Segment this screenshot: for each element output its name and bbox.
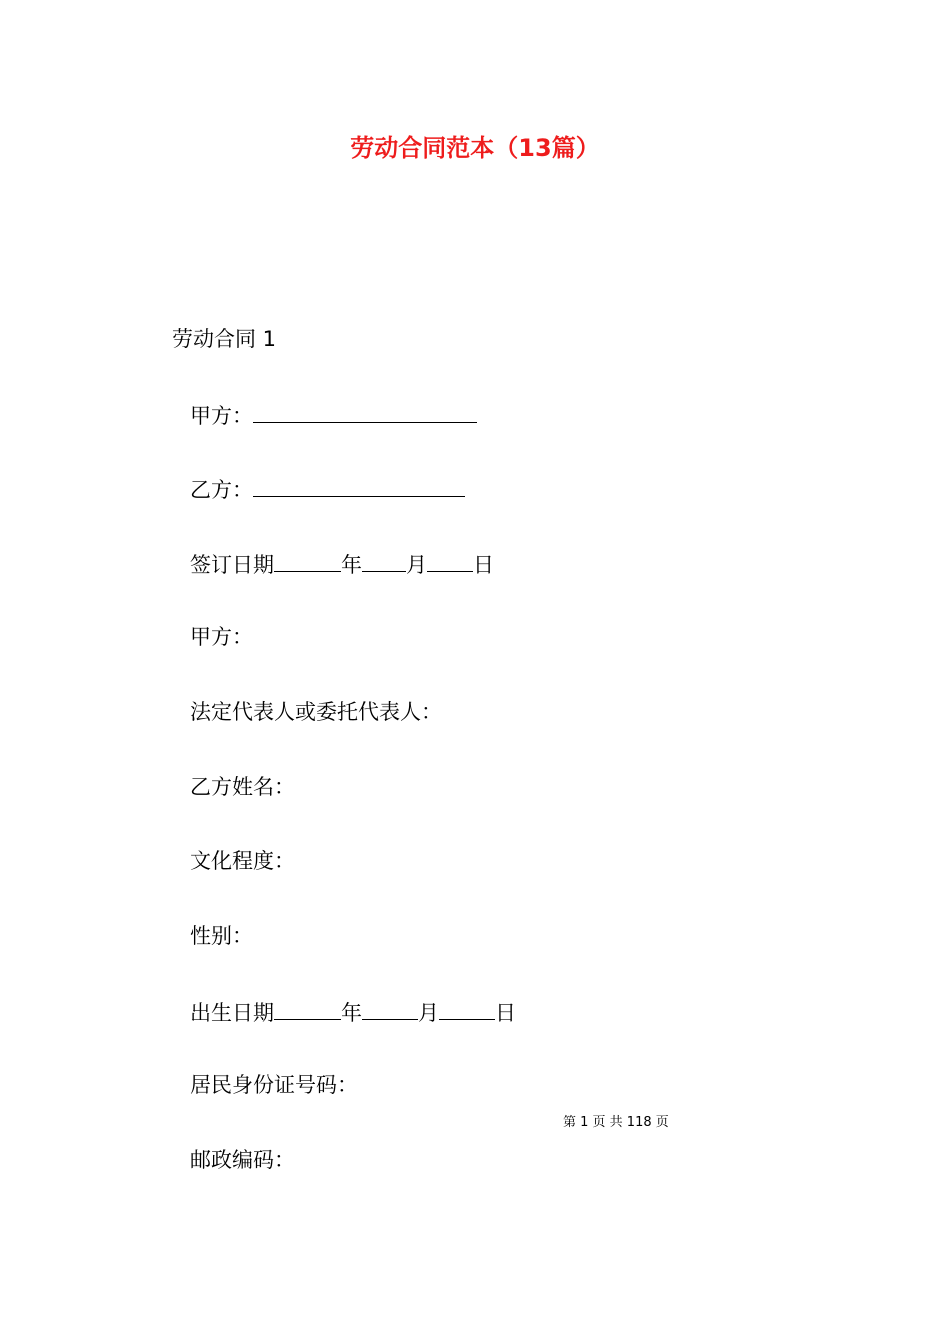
party-a-label: 甲方： <box>190 404 253 428</box>
sign-date-month-label: 月 <box>406 553 427 577</box>
birth-date-line <box>190 997 516 1027</box>
birth-date-month-label: 月 <box>418 1001 439 1025</box>
sign-date-day-blank <box>427 549 473 572</box>
sign-date-month-blank <box>362 549 406 572</box>
postal-code-label: 邮政编码： <box>190 1148 295 1172</box>
page-footer: 第 1 页 共 118 页 <box>563 1115 669 1130</box>
party-a-2-line <box>190 623 253 651</box>
sign-date-line <box>190 549 494 579</box>
education-line <box>190 847 295 875</box>
sign-date-year-blank <box>274 549 341 572</box>
gender-line <box>190 922 253 950</box>
party-b-label: 乙方： <box>190 478 253 502</box>
party-a-blank <box>253 400 477 423</box>
gender-label: 性别： <box>190 924 253 948</box>
birth-date-month-blank <box>362 997 418 1020</box>
party-a-line <box>190 400 477 430</box>
legal-rep-label: 法定代表人或委托代表人： <box>190 700 442 724</box>
sign-date-label: 签订日期 <box>190 553 274 577</box>
sign-date-year-label: 年 <box>341 553 362 577</box>
party-a-2-label: 甲方： <box>190 625 253 649</box>
section-heading: 劳动合同 1 <box>172 327 277 351</box>
birth-date-label: 出生日期 <box>190 1001 274 1025</box>
party-b-blank <box>253 474 465 497</box>
document-title: 劳动合同范本（13篇） <box>350 134 600 162</box>
sign-date-day-label: 日 <box>473 553 494 577</box>
party-b-name-label: 乙方姓名： <box>190 775 295 799</box>
birth-date-day-label: 日 <box>495 1001 516 1025</box>
birth-date-year-label: 年 <box>341 1001 362 1025</box>
education-label: 文化程度： <box>190 849 295 873</box>
postal-code-line <box>190 1146 295 1174</box>
birth-date-year-blank <box>274 997 341 1020</box>
id-number-line <box>190 1071 358 1099</box>
birth-date-day-blank <box>439 997 495 1020</box>
party-b-name-line <box>190 773 295 801</box>
party-b-line <box>190 474 465 504</box>
id-number-label: 居民身份证号码： <box>190 1073 358 1097</box>
legal-rep-line <box>190 698 442 726</box>
